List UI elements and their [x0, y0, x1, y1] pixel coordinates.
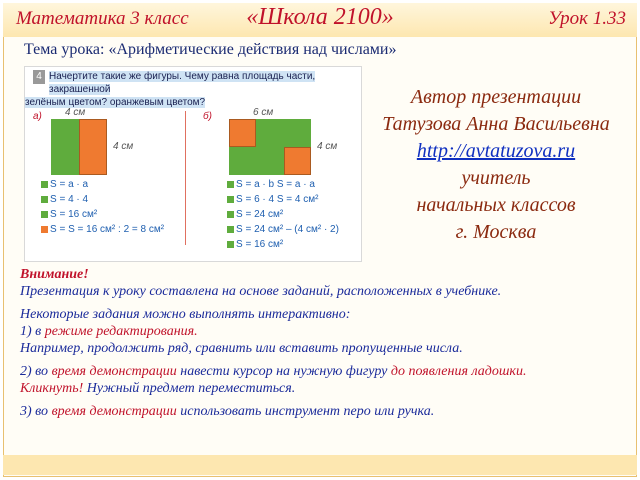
- attention-heading: Внимание!: [20, 267, 89, 282]
- formula-b-1: S = a · b S = a · a: [227, 179, 315, 190]
- figure-a-width: 4 см: [65, 107, 86, 118]
- figure-divider: [185, 111, 186, 245]
- formula-a-4: S = S = 16 см² : 2 = 8 см²: [41, 224, 164, 235]
- formula-b-3: S = 24 см²: [227, 209, 283, 220]
- note-example: Например, продолжить ряд, сравнить или вставить пропущенные числа.: [20, 341, 463, 356]
- author-name: Татузова Анна Васильевна: [382, 113, 610, 135]
- note-source: Презентация к уроку составлена на основе заданий, расположенных в учебнике.: [20, 284, 502, 299]
- author-block: [370, 84, 622, 246]
- figure-b-orange-square-1: [229, 119, 256, 147]
- task-text: [25, 70, 353, 109]
- note-item-1: 1) в режиме редактирования.: [20, 324, 198, 339]
- lesson-topic: Тема урока: «Арифметические действия над числами»: [24, 41, 397, 58]
- note-item-3: 3) во время демонстрации использовать инструмент перо или ручка.: [20, 404, 435, 419]
- note-item-2-click: Кликнуть! Нужный предмет переместиться.: [20, 381, 296, 396]
- figure-a-label: а): [33, 111, 42, 122]
- figure-b-width: 6 см: [253, 107, 274, 118]
- textbook-task-image: [24, 66, 362, 262]
- figure-b-height: 4 см: [317, 141, 338, 152]
- figure-b-orange-square-2: [284, 147, 311, 175]
- formula-b-5: S = 16 см²: [227, 239, 283, 250]
- formula-a-3: S = 16 см²: [41, 209, 97, 220]
- header-program: «Школа 2100»: [246, 4, 394, 30]
- formula-b-4: S = 24 см² – (4 см² · 2): [227, 224, 339, 235]
- formula-a-2: S = 4 · 4: [41, 194, 88, 205]
- figure-b-label: б): [203, 111, 212, 122]
- figure-a-orange-half: [79, 119, 107, 175]
- author-city: г. Москва: [455, 221, 537, 243]
- figure-a-height: 4 см: [113, 141, 134, 152]
- task-text-line1: Начертите такие же фигуры. Чему равна площадь части, закрашенной: [49, 71, 316, 95]
- slide-footer: [3, 455, 637, 475]
- note-item-2: 2) во время демонстрации навести курсор на нужную фигуру до появления ладошки.: [20, 364, 527, 379]
- author-role: учитель: [461, 167, 531, 189]
- header-lesson: Урок 1.33: [548, 8, 626, 29]
- notes-block: [20, 266, 630, 420]
- formula-b-2: S = 6 · 4 S = 4 см²: [227, 194, 318, 205]
- author-label: Автор презентации: [410, 86, 582, 108]
- author-website-link[interactable]: http://avtatuzova.ru: [416, 140, 576, 162]
- author-role-2: начальных классов: [416, 194, 576, 216]
- task-number: 4: [33, 70, 45, 84]
- task-text-line2: зелёным цветом? оранжевым цветом?: [25, 97, 206, 108]
- note-interactive: Некоторые задания можно выполнять интерактивно:: [20, 307, 351, 322]
- header-subject: Математика 3 класс: [16, 8, 189, 29]
- formula-a-1: S = a · a: [41, 179, 88, 190]
